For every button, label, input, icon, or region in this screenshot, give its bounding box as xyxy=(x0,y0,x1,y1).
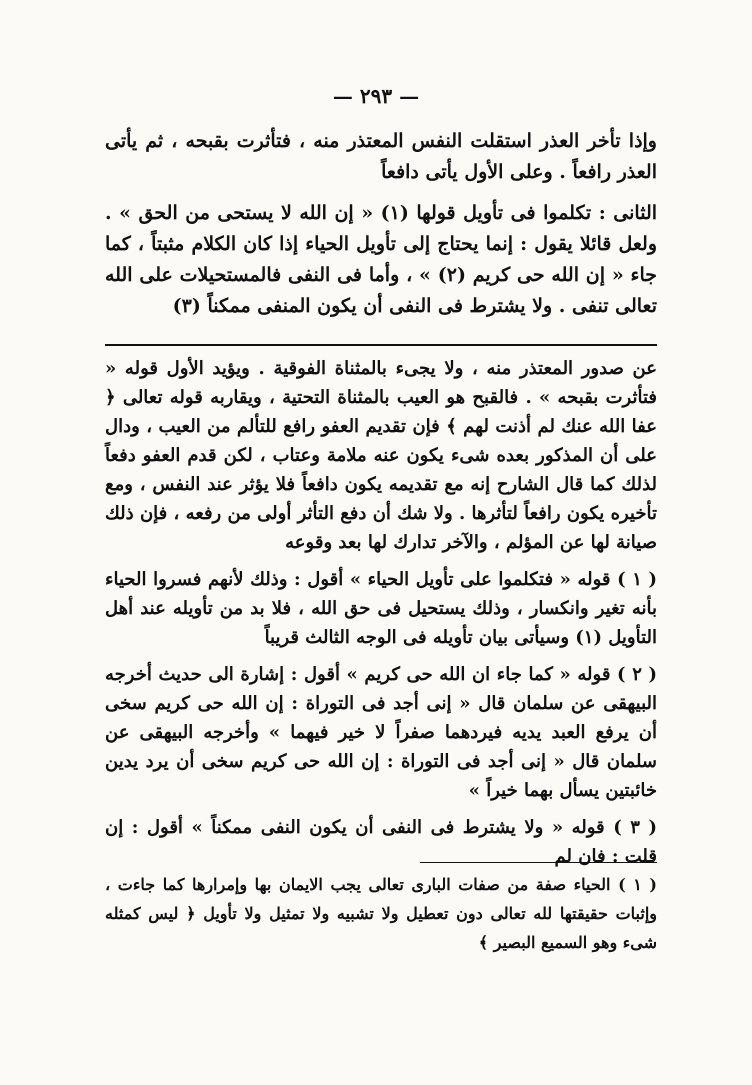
main-paragraph: الثانى : تكلموا فى تأويل قولها (١) « إن الله لا يستحى من الحق » . ولعل قائلا يقول : إنما يحتاج إلى تأويل الحياء إذا كان الكلام مثبتاً ، كما جاء « إن الله حى كريم (٢) » ، وأما فى النفى فالمستحيلات على الله تعالى تنفى . ولا يشترط فى النفى أن يكون المنفى ممكناً (٣) xyxy=(105,202,658,317)
page-number: — ٢٩٣ — xyxy=(332,84,420,108)
commentary-paragraph: عن صدور المعتذر منه ، ولا يجىء بالمثناة الفوقية . ويؤيد الأول قوله « فتأثرت بقبحه » . فالقبح هو العيب بالمثناة التحتية ، ويقاربه قوله تعالى ﴿ عفا الله عنك لم أذنت لهم ﴾ فإن تقديم العفو رافع للتألم من العيب ، ودال على أن المذكور بعده شىء يكون عنه ملامة وعتاب ، لكن قدم العفو دفعاً لذلك كما قال الشارح إنه مع تقديمه يكون دافعاً فلا يؤثر عند النفس ، ومع تأخيره يكون رافعاً لتأثرها . ولا شك أن دفع التأثر أولى من رفعه ، فإن ذلك صيانة لها عن المؤلم ، والآخر تدارك لها بعد وقوعه xyxy=(105,358,657,553)
main-text xyxy=(105,126,657,332)
commentary-text xyxy=(105,354,657,879)
commentary-note: ( ١ ) قوله « فتكلموا على تأويل الحياء » أقول : وذلك لأنهم فسروا الحياء بأنه تغير وانكسار ، وذلك يستحيل فى حق الله ، فلا بد من تأويله عند أهل التأويل (١) وسيأتى بيان تأويله فى الوجه الثالث قريباً xyxy=(105,569,657,648)
main-paragraph: وإذا تأخر العذر استقلت النفس المعتذر منه ، فتأثرت بقبحه ، ثم يأتى العذر رافعاً . وعلى الأول يأتى دافعاً xyxy=(105,130,657,183)
footnote-divider xyxy=(420,862,657,863)
commentary-note: ( ٢ ) قوله « كما جاء ان الله حى كريم » أقول : إشارة الى حديث أخرجه البيهقى عن سلمان قال « إنى أجد فى التوراة : إن الله حى كريم سخى أن يرفع العبد يديه فيردهما صفراً لا خير فيهما » وأخرجه البيهقى عن سلمان قال « إنى أجد فى التوراة : إن الله حى كريم سخى أن يرد يدين خائبتين يسأل بهما خيراً » xyxy=(105,664,657,801)
commentary-note: ( ٣ ) قوله « ولا يشترط فى النفى أن يكون النفى ممكناً » أقول : إن قلت : فان لم xyxy=(105,817,657,867)
footnote: ( ١ ) الحياء صفة من صفات البارى تعالى يجب الايمان بها وإمرارها كما جاءت ، وإثبات حقيقتها لله تعالى دون تعطيل ولا تشبيه ولا تمثيل ولا تأويل ﴿ ليس كمثله شىء وهو السميع البصير ﴾ xyxy=(105,875,658,952)
footnotes xyxy=(105,870,657,957)
commentary-divider xyxy=(105,344,657,346)
